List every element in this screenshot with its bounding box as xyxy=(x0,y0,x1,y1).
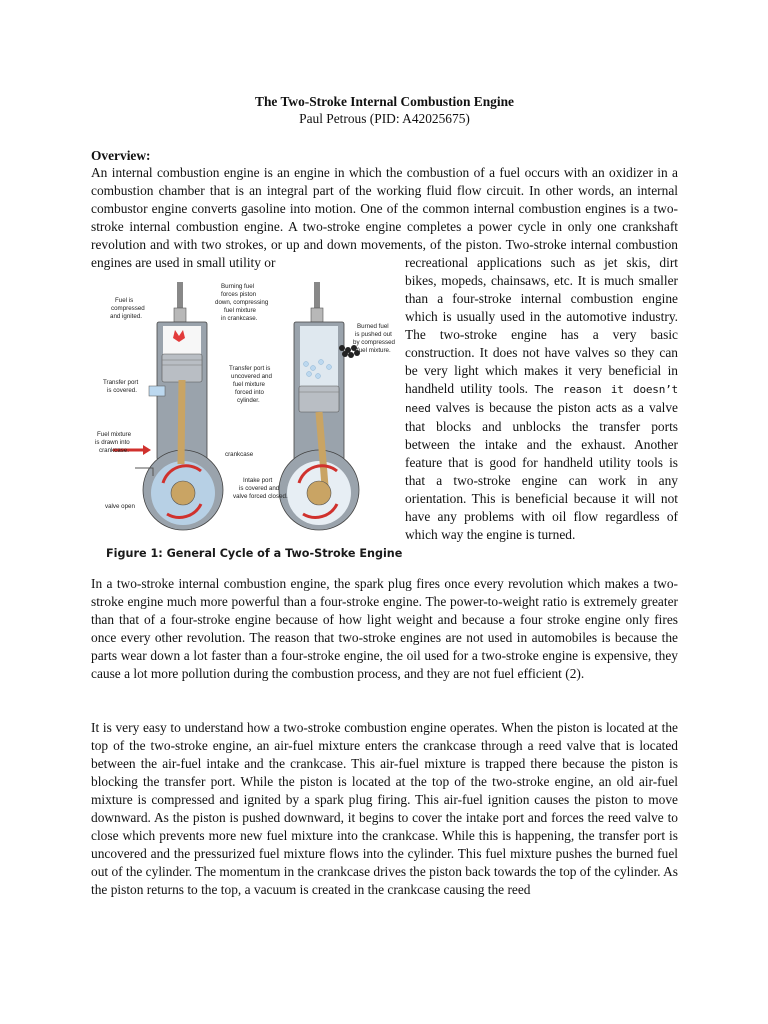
svg-text:valve open: valve open xyxy=(105,503,135,510)
svg-text:and ignited.: and ignited. xyxy=(110,313,142,320)
paragraph-2: It is very easy to understand how a two-stroke combustion engine operates. When the piston is located at the top of the two-stroke engine, an air-fuel mixture enters the crankcase through a reed valve that is located between the air-fuel intake and the crankcase. This air-fuel mixture is trapped there because the piston is blocking the transfer port. While the piston is located at the top of the two-stroke engine, an old air-fuel mixture is compressed and ignited by a spark plug firing. This air-fuel ignition causes the piston to move downward. As the piston is pushed downward, it begins to cover the intake port and forces the reed valve to close which prevents more new fuel mixture into the crankcase. While this is happening, the transfer port is uncovered and the pressurized fuel mixture flows into the cylinder. This fuel mixture pushes the burned fuel out of the cylinder. The momentum in the crankcase drives the piston back towards the top of the cylinder. As the piston returns to the top, a vacuum is created in the crankcase causing the reed xyxy=(91,720,678,897)
svg-text:fuel mixture: fuel mixture xyxy=(233,381,265,388)
svg-text:compressed: compressed xyxy=(111,305,145,312)
svg-text:Burning fuel: Burning fuel xyxy=(221,283,255,290)
svg-text:in crankcase.: in crankcase. xyxy=(221,315,258,322)
svg-text:by compressed: by compressed xyxy=(353,339,395,346)
paragraph-1-wrap-a: recreational applications such as jet skis, dirt bikes, mopeds, chainsaws, etc. It is much smaller than a four-stroke internal combustion engine which is usually used in the automotive industry. The two-stroke engine has a very basic construction. It does not have valves so they can be very light which makes it very beneficial in handheld utility tools. xyxy=(405,255,678,396)
engine-figure xyxy=(91,268,401,548)
svg-text:is drawn into: is drawn into xyxy=(95,439,130,446)
svg-text:fuel mixture.: fuel mixture. xyxy=(357,347,391,354)
paragraph-1-bottom: In a two-stroke internal combustion engine, the spark plug fires once every revolution which makes a two-stroke engine much more powerful than a four-stroke engine. The power-to-weight ratio is extremely greater than that of a four-stroke engine because of how light weight and because a four stroke engine only fires once every other revolution. The reason that two-stroke engines are not used in automobiles is because the parts wear down a lot faster than a four-stroke engine, the oil used for a two-stroke engine is expensive, they cause a lot more pollution during the combustion process, and they are not fuel efficient (2). xyxy=(91,576,678,681)
svg-text:Fuel mixture: Fuel mixture xyxy=(97,431,132,438)
svg-text:Fuel is: Fuel is xyxy=(115,297,134,304)
svg-text:Burned fuel: Burned fuel xyxy=(357,323,389,330)
svg-text:Intake port: Intake port xyxy=(243,477,273,484)
figure-caption: Figure 1: General Cycle of a Two-Stroke Engine xyxy=(106,547,403,560)
label-fuel-mixture-drawn xyxy=(95,431,132,454)
label-transfer-covered xyxy=(103,379,138,394)
document-author: Paul Petrous (PID: A42025675) xyxy=(299,111,470,126)
svg-text:valve forced closed.: valve forced closed. xyxy=(233,493,288,500)
label-burning-fuel xyxy=(215,283,269,322)
svg-text:is covered and: is covered and xyxy=(239,485,280,492)
svg-text:uncovered and: uncovered and xyxy=(231,373,272,380)
paragraph-1-wrapped xyxy=(405,254,678,544)
svg-text:Transfer port: Transfer port xyxy=(103,379,139,386)
svg-text:fuel mixture: fuel mixture xyxy=(224,307,256,314)
right-engine-diagram xyxy=(279,282,360,530)
svg-text:is pushed out: is pushed out xyxy=(355,331,392,338)
svg-text:crankcase.: crankcase. xyxy=(99,447,129,454)
paragraph-1-wrap-b: valves is because the piston acts as a valve that blocks and unblocks the transfer ports between the intake and the exhaust. Another feature that is good for handheld utility tools is that a two-stroke engine can work in any orientation. This is beneficial because it will not have any problems with oil flow regardless of which way the engine is turned. xyxy=(405,400,678,542)
svg-text:forced into: forced into xyxy=(235,389,264,396)
svg-text:forces piston: forces piston xyxy=(221,291,257,298)
label-fuel-compressed xyxy=(110,297,145,320)
svg-text:Transfer port is: Transfer port is xyxy=(229,365,271,372)
svg-text:crankcase: crankcase xyxy=(225,451,254,458)
section-heading: Overview: xyxy=(91,148,151,163)
svg-text:down, compressing: down, compressing xyxy=(215,299,269,306)
label-transfer-uncovered xyxy=(229,365,272,404)
label-valve-open xyxy=(105,503,135,510)
label-burned-fuel xyxy=(353,323,396,354)
svg-text:is covered.: is covered. xyxy=(107,387,137,394)
paragraph-1-top: An internal combustion engine is an engine in which the combustion of a fuel occurs with an oxidizer in a combustion chamber that is an integral part of the working fluid flow circuit. In other words, an internal combustor engine converts gasoline into motion. One of the common internal combustion engines is a two-stroke internal combustion engine. A two-stroke engine completes a power cycle in only one crankshaft revolution and with two strokes, or up and down movements, of the piston. Two-stroke internal combustion engines are used in small utility or xyxy=(91,165,678,270)
document-title: The Two-Stroke Internal Combustion Engine xyxy=(255,94,514,109)
label-crankcase xyxy=(225,451,254,458)
svg-text:cylinder.: cylinder. xyxy=(237,397,260,404)
paragraph-1-mono-sentence: The reason it doesn’t need xyxy=(405,383,678,415)
